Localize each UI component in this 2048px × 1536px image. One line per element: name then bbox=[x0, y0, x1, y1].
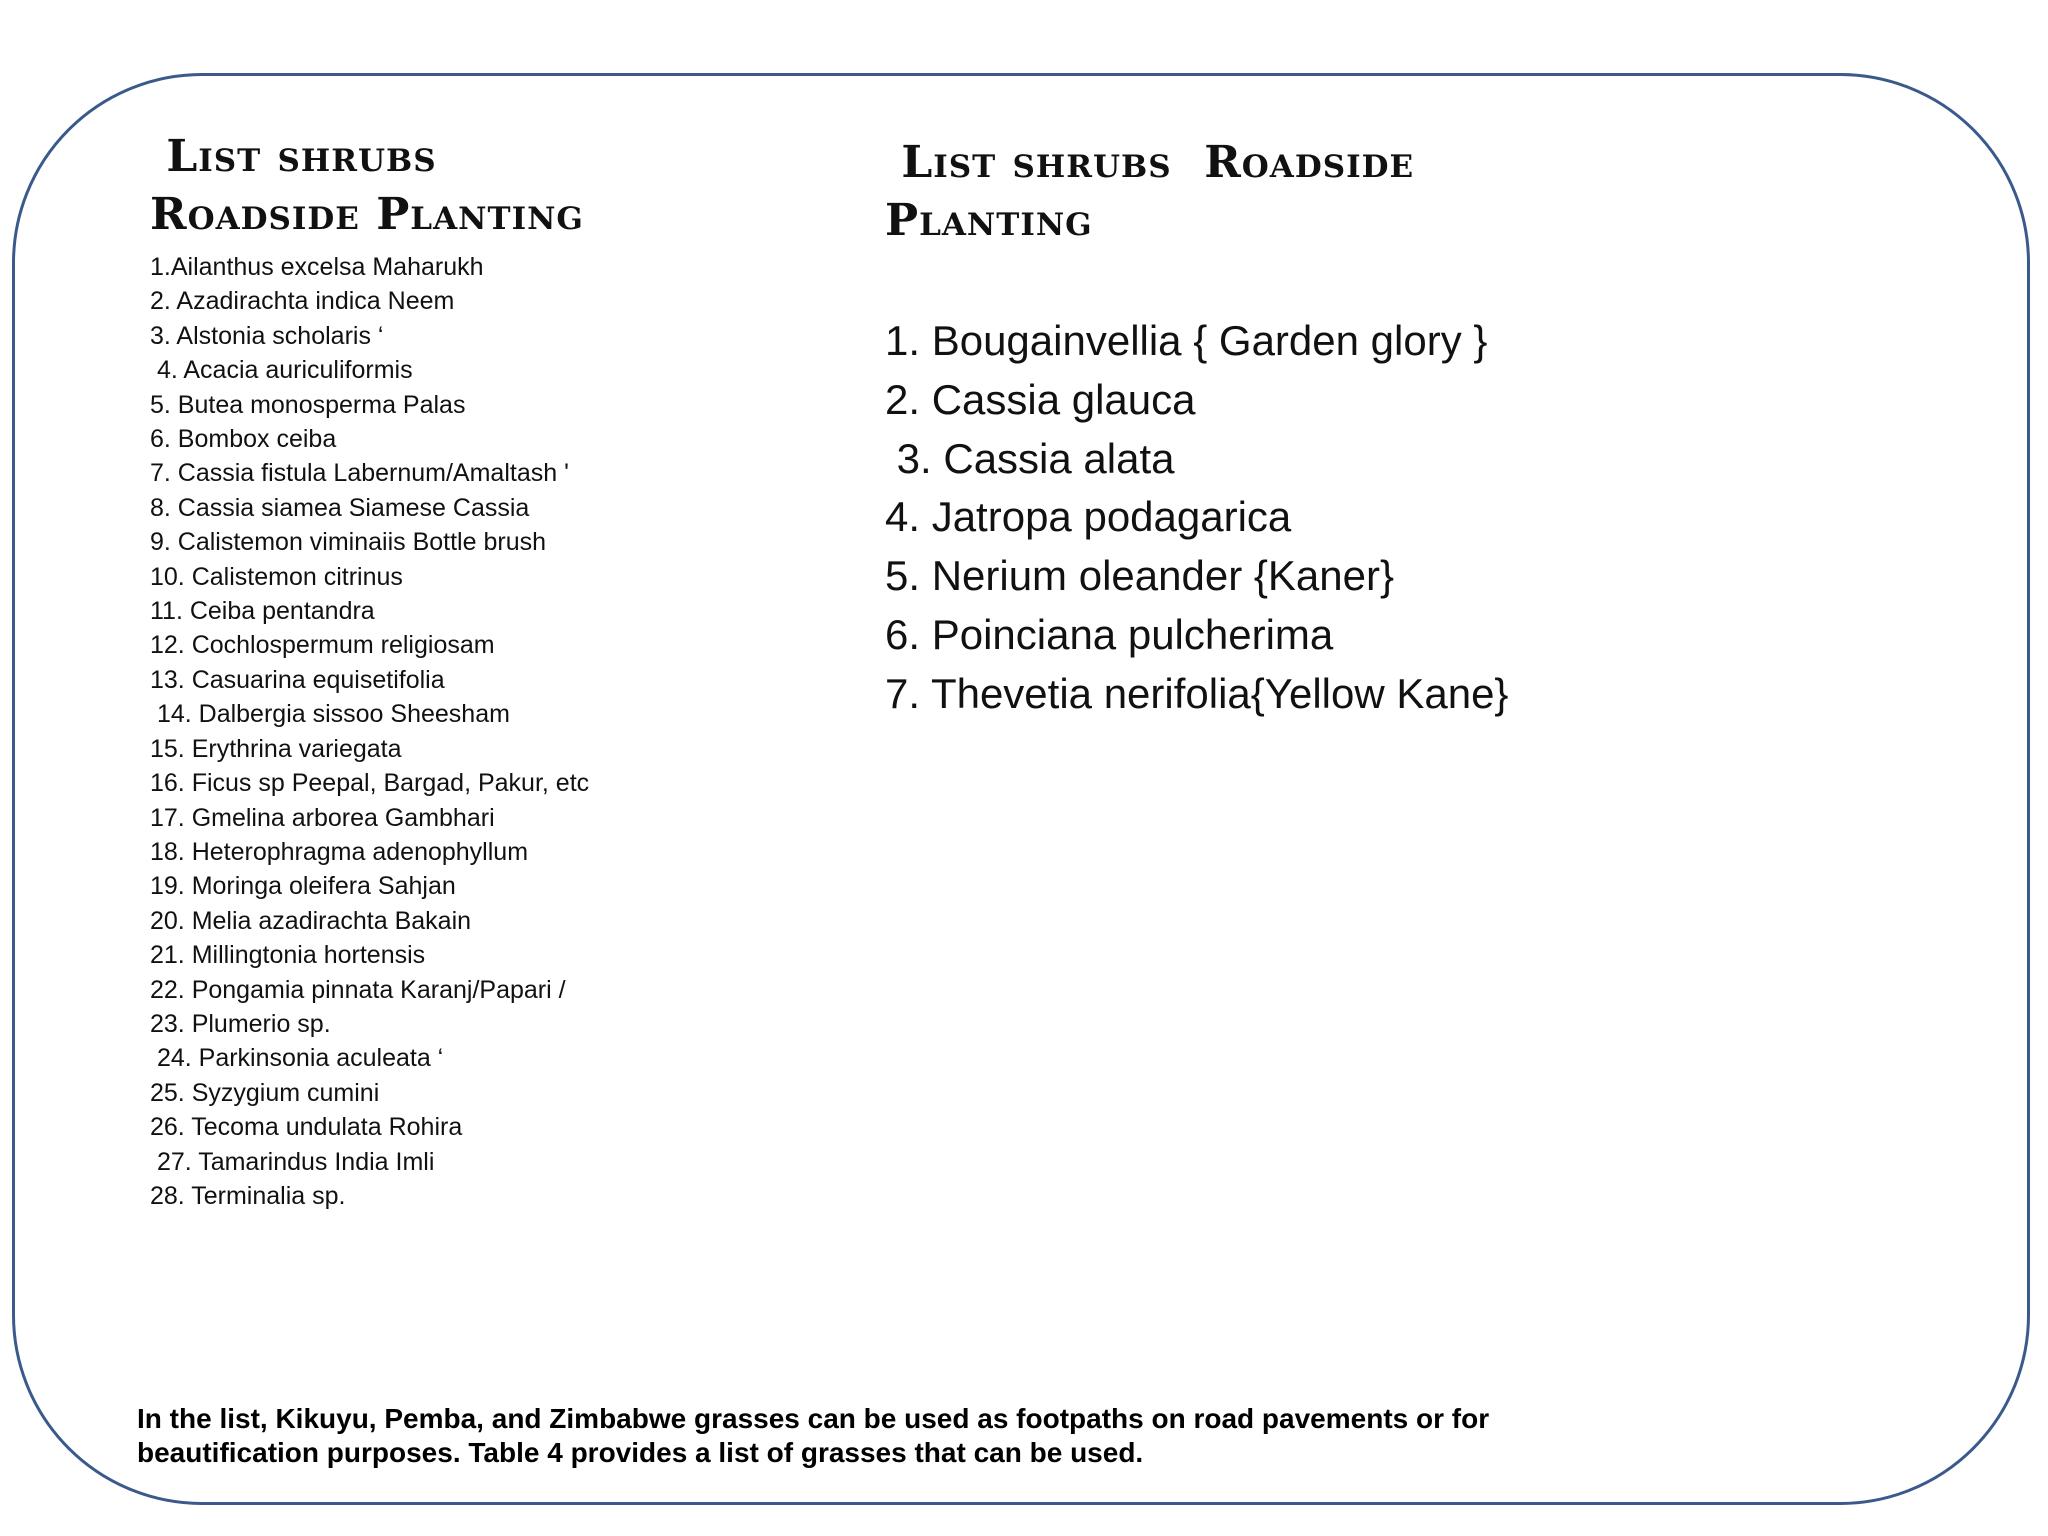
right-heading bbox=[885, 134, 1414, 250]
list-item: 7. Cassia fistula Labernum/Amaltash ' bbox=[150, 459, 569, 488]
list-item: 4. Acacia auriculiformis bbox=[150, 356, 413, 385]
list-item: 26. Tecoma undulata Rohira bbox=[150, 1113, 463, 1142]
footnote-line1: In the list, Kikuyu, Pemba, and Zimbabwe grasses can be used as footpaths on road pavements or for bbox=[137, 1403, 1490, 1434]
footnote-line2: beautification purposes. Table 4 provides a list of grasses that can be used. bbox=[137, 1437, 1144, 1468]
left-heading bbox=[150, 128, 584, 244]
list-item: 14. Dalbergia sissoo Sheesham bbox=[150, 700, 510, 729]
list-item: 9. Calistemon viminaiis Bottle brush bbox=[150, 528, 546, 557]
list-item: 3. Cassia alata bbox=[885, 434, 1175, 482]
list-item: 22. Pongamia pinnata Karanj/Papari / bbox=[150, 975, 566, 1004]
footnote bbox=[137, 1402, 1937, 1470]
list-item: 18. Heterophragma adenophyllum bbox=[150, 837, 529, 866]
tree-list bbox=[150, 250, 589, 1213]
list-item: 19. Moringa oleifera Sahjan bbox=[150, 872, 456, 901]
left-heading-line1: List shrubs bbox=[150, 131, 437, 182]
list-item: 25. Syzygium cumini bbox=[150, 1078, 380, 1107]
list-item: 15. Erythrina variegata bbox=[150, 734, 402, 763]
list-item: 5. Butea monosperma Palas bbox=[150, 390, 466, 419]
list-item: 8. Cassia siamea Siamese Cassia bbox=[150, 493, 530, 522]
list-item: 21. Millingtonia hortensis bbox=[150, 941, 426, 970]
list-item: 16. Ficus sp Peepal, Bargad, Pakur, etc bbox=[150, 769, 590, 798]
list-item: 20. Melia azadirachta Bakain bbox=[150, 906, 472, 935]
list-item: 7. Thevetia nerifolia{Yellow Kane} bbox=[885, 669, 1509, 717]
shrub-list bbox=[885, 312, 1508, 724]
list-item: 5. Nerium oleander {Kaner} bbox=[885, 552, 1394, 600]
list-item: 3. Alstonia scholaris ‘ bbox=[150, 321, 384, 350]
list-item: 1. Bougainvellia { Garden glory } bbox=[885, 317, 1488, 364]
right-heading-line2: Planting bbox=[885, 195, 1093, 246]
list-item: 6. Bombox ceiba bbox=[150, 425, 337, 454]
list-item: 13. Casuarina equisetifolia bbox=[150, 665, 445, 694]
list-item: 28. Terminalia sp. bbox=[150, 1181, 346, 1210]
list-item: 23. Plumerio sp. bbox=[150, 1009, 331, 1038]
list-item: 2. Azadirachta indica Neem bbox=[150, 287, 455, 316]
list-item: 4. Jatropa podagarica bbox=[885, 493, 1292, 541]
list-item: 10. Calistemon citrinus bbox=[150, 562, 403, 591]
right-heading-line1: List shrubs Roadside bbox=[885, 137, 1415, 188]
list-item: 11. Ceiba pentandra bbox=[150, 597, 375, 626]
list-item: 6. Poinciana pulcherima bbox=[885, 610, 1334, 658]
list-item: 12. Cochlospermum religiosam bbox=[150, 631, 495, 660]
list-item: 24. Parkinsonia aculeata ‘ bbox=[150, 1044, 444, 1073]
list-item: 2. Cassia glauca bbox=[885, 375, 1196, 423]
list-item: 27. Tamarindus India Imli bbox=[150, 1147, 435, 1176]
left-heading-line2: Roadside Planting bbox=[150, 189, 584, 240]
list-item: 1.Ailanthus excelsa Maharukh bbox=[150, 253, 484, 281]
list-item: 17. Gmelina arborea Gambhari bbox=[150, 803, 495, 832]
